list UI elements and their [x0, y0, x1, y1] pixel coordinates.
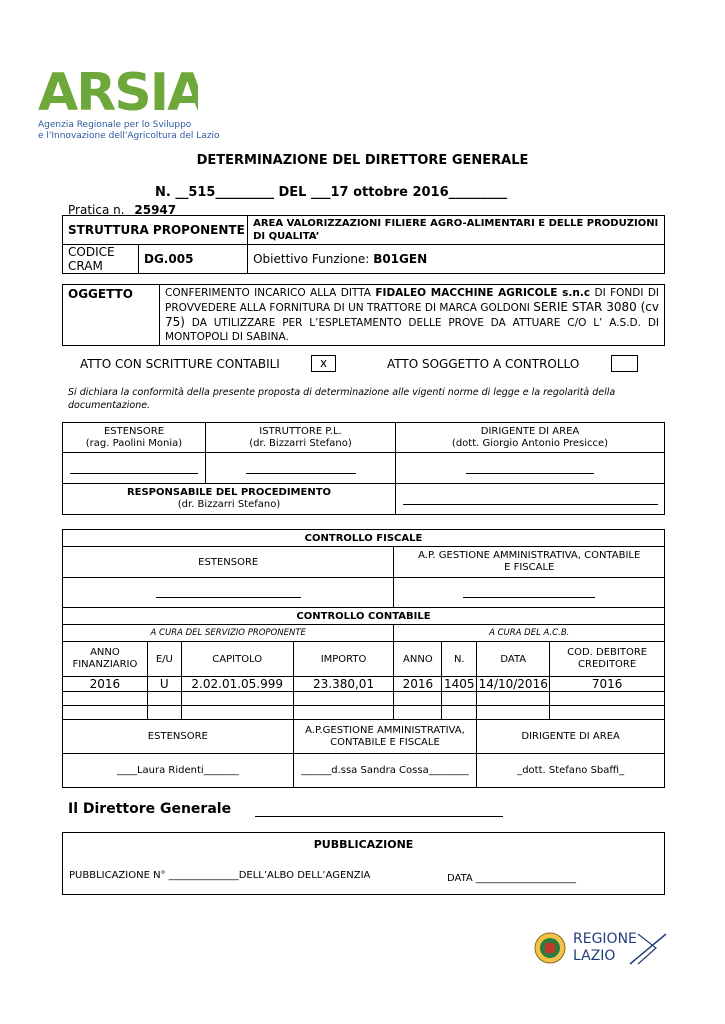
contabile-ap-gestione: A.P.GESTIONE AMMINISTRATIVA, CONTABILE E FISCALE: [293, 720, 477, 754]
responsabile-procedimento: [63, 484, 396, 515]
contabile-dirigente: DIRIGENTE DI AREA: [477, 720, 665, 754]
direttore-generale-label: Il Direttore Generale: [68, 801, 232, 817]
fiscale-estensore: ESTENSORE: [63, 547, 394, 578]
pratica-value: 25947: [134, 203, 177, 217]
empty-row: [63, 692, 665, 706]
oggetto-ditta: FIDALEO MACCHINE AGRICOLE s.n.c: [375, 287, 591, 299]
atto-controllo-label: ATTO SOGGETTO A CONTROLLO: [387, 357, 580, 371]
atto-controllo-checkbox[interactable]: [611, 355, 638, 372]
responsabile-label: RESPONSABILE DEL PROCEDIMENTO: [126, 487, 332, 498]
codice-cram-label: CODICE CRAM: [63, 245, 139, 274]
oggetto-label: OGGETTO: [63, 285, 160, 346]
signature-ridenti: ____Laura Ridenti_______: [63, 754, 294, 788]
struttura-label: STRUTTURA PROPONENTE: [63, 216, 248, 245]
empty-row: [63, 706, 665, 720]
responsabile-name: (dr. Bizzarri Stefano): [177, 499, 281, 510]
istruttore-name: (dr. Bizzarri Stefano): [249, 437, 352, 449]
cell-eu: U: [147, 677, 181, 692]
firma-estensore: [63, 423, 206, 453]
cell-data: 14/10/2016: [478, 677, 548, 691]
fiscale-ap-signature: [394, 578, 665, 608]
obiettivo-label: Obiettivo Funzione:: [253, 252, 370, 266]
pubblicazione-box: [62, 832, 665, 895]
cell-anno-finanziario: 2016: [63, 677, 148, 692]
signature-cossa: ______d.ssa Sandra Cossa________: [293, 754, 477, 788]
codice-cram-value: DG.005: [139, 245, 248, 274]
regione-label: REGIONE: [573, 931, 637, 947]
estensore-label: ESTENSORE: [103, 425, 165, 437]
pubblicazione-data: DATA ____________________: [447, 873, 576, 884]
obiettivo-funzione: [248, 245, 665, 274]
oggetto-table: [62, 284, 665, 346]
cell-n: 1405: [442, 677, 477, 692]
oggetto-text-5: DA UTILIZZARE PER L’ESPLETAMENTO DELLE PROVE DA ATTUARE C/O L’ A.S.D. DI MONTOPOLI DI SABINA.: [165, 317, 660, 343]
dirigente-signature: [396, 453, 665, 484]
oggetto-text-3: DI FONDI DI PROVVEDERE ALLA FORNITURA DI UN TRATTORE DI MARCA GOLDONI: [165, 287, 660, 314]
lazio-label: LAZIO: [573, 948, 616, 964]
cell-cod-debitore: 7016: [550, 677, 665, 692]
oggetto-serie: SERIE STAR 3080 (cv 75): [165, 300, 659, 329]
header-cod-debitore: COD. DEBITORE CREDITORE: [550, 642, 665, 677]
responsabile-signature: [396, 484, 665, 515]
header-anno-finanziario: ANNO FINANZIARIO: [63, 642, 148, 677]
page-title: DETERMINAZIONE DEL DIRETTORE GENERALE: [196, 153, 529, 168]
firme-table: [62, 422, 665, 515]
dirigente-name: (dott. Giorgio Antonio Presicce): [451, 437, 609, 449]
pubblicazione-title: PUBBLICAZIONE: [313, 838, 414, 851]
arsial-logo: [38, 58, 238, 141]
firma-istruttore: [206, 423, 396, 453]
controllo-fiscale-title: CONTROLLO FISCALE: [63, 530, 665, 547]
header-data: DATA: [477, 642, 550, 677]
header-eu: E/U: [147, 642, 181, 677]
determination-number: N. __515_________ DEL ___17 ottobre 2016_________: [155, 185, 508, 200]
header-capitolo: CAPITOLO: [181, 642, 293, 677]
pubblicazione-numero: PUBBLICAZIONE N° ______________DELL’ALBO DELL’AGENZIA: [69, 870, 371, 881]
atto-scritture-checkbox[interactable]: x: [311, 355, 336, 372]
header-importo: IMPORTO: [293, 642, 394, 677]
regione-lazio-swoosh: [628, 930, 668, 966]
cell-capitolo: 2.02.01.05.999: [181, 677, 293, 692]
estensore-name: (rag. Paolini Monia): [85, 437, 183, 449]
istruttore-label: ISTRUTTORE P.L.: [259, 425, 342, 437]
cura-servizio: A CURA DEL SERVIZIO PROPONENTE: [63, 625, 394, 642]
controllo-contabile-title: CONTROLLO CONTABILE: [63, 608, 665, 625]
arsial-logo-text: ARSIA: [38, 63, 198, 116]
atto-scritture-label: ATTO CON SCRITTURE CONTABILI: [80, 357, 280, 371]
fiscale-ap-gestione: A.P. GESTIONE AMMINISTRATIVA, CONTABILE E FISCALE: [394, 547, 665, 578]
obiettivo-value: B01GEN: [373, 252, 428, 266]
pratica-label: Pratica n.: [68, 203, 125, 217]
header-anno: ANNO: [394, 642, 442, 677]
istruttore-signature: [206, 453, 396, 484]
oggetto-text: [160, 285, 665, 346]
cell-anno: 2016: [394, 677, 442, 692]
header-n: N.: [442, 642, 477, 677]
logo-subtitle-1: Agenzia Regionale per lo Sviluppo: [38, 120, 192, 130]
estensore-signature: [63, 453, 206, 484]
regione-lazio-logo: [533, 930, 668, 968]
logo-subtitle-2: e l'Innovazione dell'Agricoltura del Lazio: [38, 131, 220, 141]
struttura-value: AREA VALORIZZAZIONI FILIERE AGRO-ALIMENTARI E DELLE PRODUZIONI DI QUALITA’: [248, 216, 665, 245]
struttura-table: [62, 215, 665, 274]
arsial-logo-mark: [38, 58, 198, 116]
direttore-signature-line: [255, 816, 503, 817]
signature-sbaffi: _dott. Stefano Sbaffi_: [477, 754, 665, 788]
regione-lazio-emblem: [533, 930, 567, 966]
controlli-table: [62, 529, 665, 788]
oggetto-text-1: CONFERIMENTO INCARICO ALLA DITTA: [165, 287, 371, 299]
cura-acb: A CURA DEL A.C.B.: [394, 625, 665, 642]
contabile-estensore: ESTENSORE: [63, 720, 294, 754]
fiscale-estensore-signature: [63, 578, 394, 608]
cell-importo: 23.380,01: [293, 677, 394, 692]
firma-dirigente: [396, 423, 665, 453]
dichiarazione: Si dichiara la conformità della presente proposta di determinazione alle vigenti norme di legge e la regolarità della documentazione.: [68, 387, 616, 411]
dirigente-label: DIRIGENTE DI AREA: [480, 425, 580, 437]
